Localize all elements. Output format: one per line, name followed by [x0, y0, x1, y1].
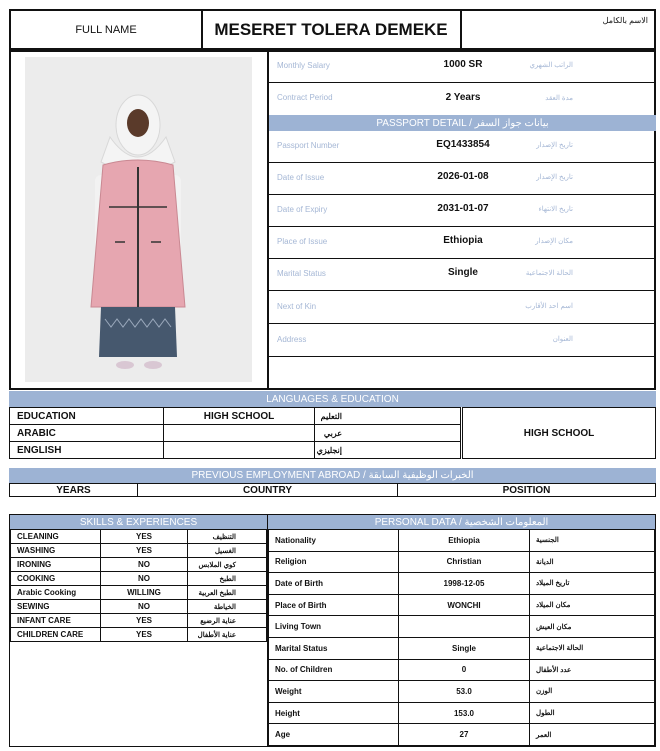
- education-summary: HIGH SCHOOL: [462, 407, 656, 459]
- next-of-kin-arabic: اسم احد الأقارب: [525, 303, 573, 310]
- personal-label: Age: [269, 724, 399, 746]
- personal-arabic: الديانة: [530, 551, 655, 573]
- personal-table: [268, 529, 655, 746]
- passport-number-arabic: تاريخ الإصدار: [536, 142, 573, 149]
- personal-value: WONCHI: [399, 594, 530, 616]
- skill-value: WILLING: [101, 586, 188, 600]
- contract-period-arabic: مدة العقد: [545, 95, 573, 102]
- personal-label: No. of Children: [269, 659, 399, 681]
- personal-label: Height: [269, 702, 399, 724]
- arabic-value: [164, 425, 315, 442]
- personal-arabic: الحالة الاجتماعية: [530, 637, 655, 659]
- skill-arabic: عناية الأطفال: [188, 628, 267, 642]
- skill-value: YES: [101, 614, 188, 628]
- skills-table: [10, 529, 267, 642]
- languages-header: LANGUAGES & EDUCATION: [9, 391, 656, 407]
- personal-label: Place of Birth: [269, 594, 399, 616]
- education-arabic: التعليم: [315, 408, 461, 425]
- personal-label: Living Town: [269, 616, 399, 638]
- employment-table: [9, 483, 656, 497]
- passport-row: [269, 163, 656, 195]
- personal-label: Date of Birth: [269, 573, 399, 595]
- place-of-issue-arabic: مكان الإصدار: [535, 238, 573, 245]
- personal-label: Weight: [269, 681, 399, 703]
- skill-arabic: الطبخ: [188, 572, 267, 586]
- personal-arabic: تاريخ الميلاد: [530, 573, 655, 595]
- monthly-salary-label: Monthly Salary: [277, 61, 330, 70]
- education-label: EDUCATION: [10, 408, 164, 425]
- date-of-issue-value: 2026-01-08: [437, 171, 489, 182]
- full-name-label: FULL NAME: [75, 23, 137, 36]
- date-of-expiry-label: Date of Expiry: [277, 205, 328, 214]
- english-label: ENGLISH: [10, 442, 164, 459]
- skill-value: NO: [101, 572, 188, 586]
- employment-col-country: COUNTRY: [138, 484, 398, 496]
- personal-value: Ethiopia: [399, 530, 530, 552]
- employment-col-years: YEARS: [10, 484, 138, 496]
- date-of-issue-label: Date of Issue: [277, 173, 325, 182]
- personal-arabic: العمر: [530, 724, 655, 746]
- personal-arabic: مكان العيش: [530, 616, 655, 638]
- personal-value: [399, 616, 530, 638]
- details-row: [269, 50, 656, 83]
- passport-number-label: Passport Number: [277, 141, 340, 150]
- passport-number-value: EQ1433854: [436, 139, 490, 150]
- arabic-arabic: عربي: [315, 425, 461, 442]
- passport-row: [269, 291, 656, 324]
- marital-status-arabic: الحالة الاجتماعية: [525, 270, 573, 277]
- details-row: [269, 83, 656, 115]
- monthly-salary-arabic: الراتب الشهري: [529, 62, 573, 69]
- passport-row: [269, 227, 656, 259]
- place-of-issue-label: Place of Issue: [277, 237, 328, 246]
- personal-value: 1998-12-05: [399, 573, 530, 595]
- personal-value: 27: [399, 724, 530, 746]
- personal-arabic: الجنسية: [530, 530, 655, 552]
- date-of-expiry-arabic: تاريخ الانتهاء: [538, 206, 573, 213]
- passport-table: [269, 131, 656, 390]
- personal-arabic: الوزن: [530, 681, 655, 703]
- address-arabic: العنوان: [552, 336, 573, 343]
- personal-label: Nationality: [269, 530, 399, 552]
- next-of-kin-label: Next of Kin: [277, 302, 317, 311]
- address-label: Address: [277, 335, 307, 344]
- personal-label: Religion: [269, 551, 399, 573]
- monthly-salary-value: 1000 SR: [443, 59, 483, 70]
- personal-arabic: الطول: [530, 702, 655, 724]
- skill-name: COOKING: [11, 572, 101, 586]
- skill-value: YES: [101, 544, 188, 558]
- contract-period-label: Contract Period: [277, 93, 333, 102]
- date-of-expiry-value: 2031-01-07: [437, 203, 489, 214]
- personal-arabic: عدد الأطفال: [530, 659, 655, 681]
- education-value: HIGH SCHOOL: [164, 408, 315, 425]
- skill-name: Arabic Cooking: [11, 586, 101, 600]
- english-value: [164, 442, 315, 459]
- personal-value: 153.0: [399, 702, 530, 724]
- skill-value: NO: [101, 600, 188, 614]
- skill-arabic: كوي الملابس: [188, 558, 267, 572]
- skill-name: CLEANING: [11, 530, 101, 544]
- personal-header: PERSONAL DATA / المعلومات الشخصية: [268, 515, 655, 529]
- skill-value: YES: [101, 628, 188, 642]
- passport-row: [269, 259, 656, 291]
- personal-label: Marital Status: [269, 637, 399, 659]
- date-of-issue-arabic: تاريخ الإصدار: [536, 174, 573, 181]
- skill-name: WASHING: [11, 544, 101, 558]
- personal-value: Single: [399, 637, 530, 659]
- personal-arabic: مكان الميلاد: [530, 594, 655, 616]
- arabic-label: ARABIC: [10, 425, 164, 442]
- employment-header: PREVIOUS EMPLOYMENT ABROAD / الخبرات الوظيفية السابقة: [9, 468, 656, 483]
- personal-value: 0: [399, 659, 530, 681]
- marital-status-value: Single: [447, 267, 478, 278]
- passport-row: [269, 131, 656, 163]
- passport-row: [269, 324, 656, 357]
- languages-table: [9, 407, 461, 459]
- skill-arabic: عناية الرضيع: [188, 614, 267, 628]
- skill-arabic: الخياطة: [188, 600, 267, 614]
- skill-name: INFANT CARE: [11, 614, 101, 628]
- personal-value: 53.0: [399, 681, 530, 703]
- place-of-issue-value: Ethiopia: [443, 235, 483, 246]
- employment-col-position: POSITION: [502, 484, 551, 496]
- full-name-arabic: الاسم بالكامل: [602, 16, 648, 25]
- skill-arabic: التنظيف: [188, 530, 267, 544]
- skill-value: YES: [101, 530, 188, 544]
- skill-name: IRONING: [11, 558, 101, 572]
- candidate-photo: [25, 57, 252, 382]
- passport-header: PASSPORT DETAIL / بيانات جواز السفر: [269, 115, 656, 131]
- full-name-value: MESERET TOLERA DEMEKE: [214, 19, 448, 39]
- personal-value: Christian: [399, 551, 530, 573]
- divider: [460, 9, 462, 50]
- english-arabic: إنجليزي: [315, 442, 461, 459]
- passport-row: [269, 195, 656, 227]
- contract-period-value: 2 Years: [445, 92, 481, 103]
- skill-arabic: الغسيل: [188, 544, 267, 558]
- skill-name: SEWING: [11, 600, 101, 614]
- skill-arabic: الطبخ العربية: [188, 586, 267, 600]
- skill-value: NO: [101, 558, 188, 572]
- marital-status-label: Marital Status: [277, 269, 326, 278]
- skills-header: SKILLS & EXPERIENCES: [10, 515, 267, 529]
- skill-name: CHILDREN CARE: [11, 628, 101, 642]
